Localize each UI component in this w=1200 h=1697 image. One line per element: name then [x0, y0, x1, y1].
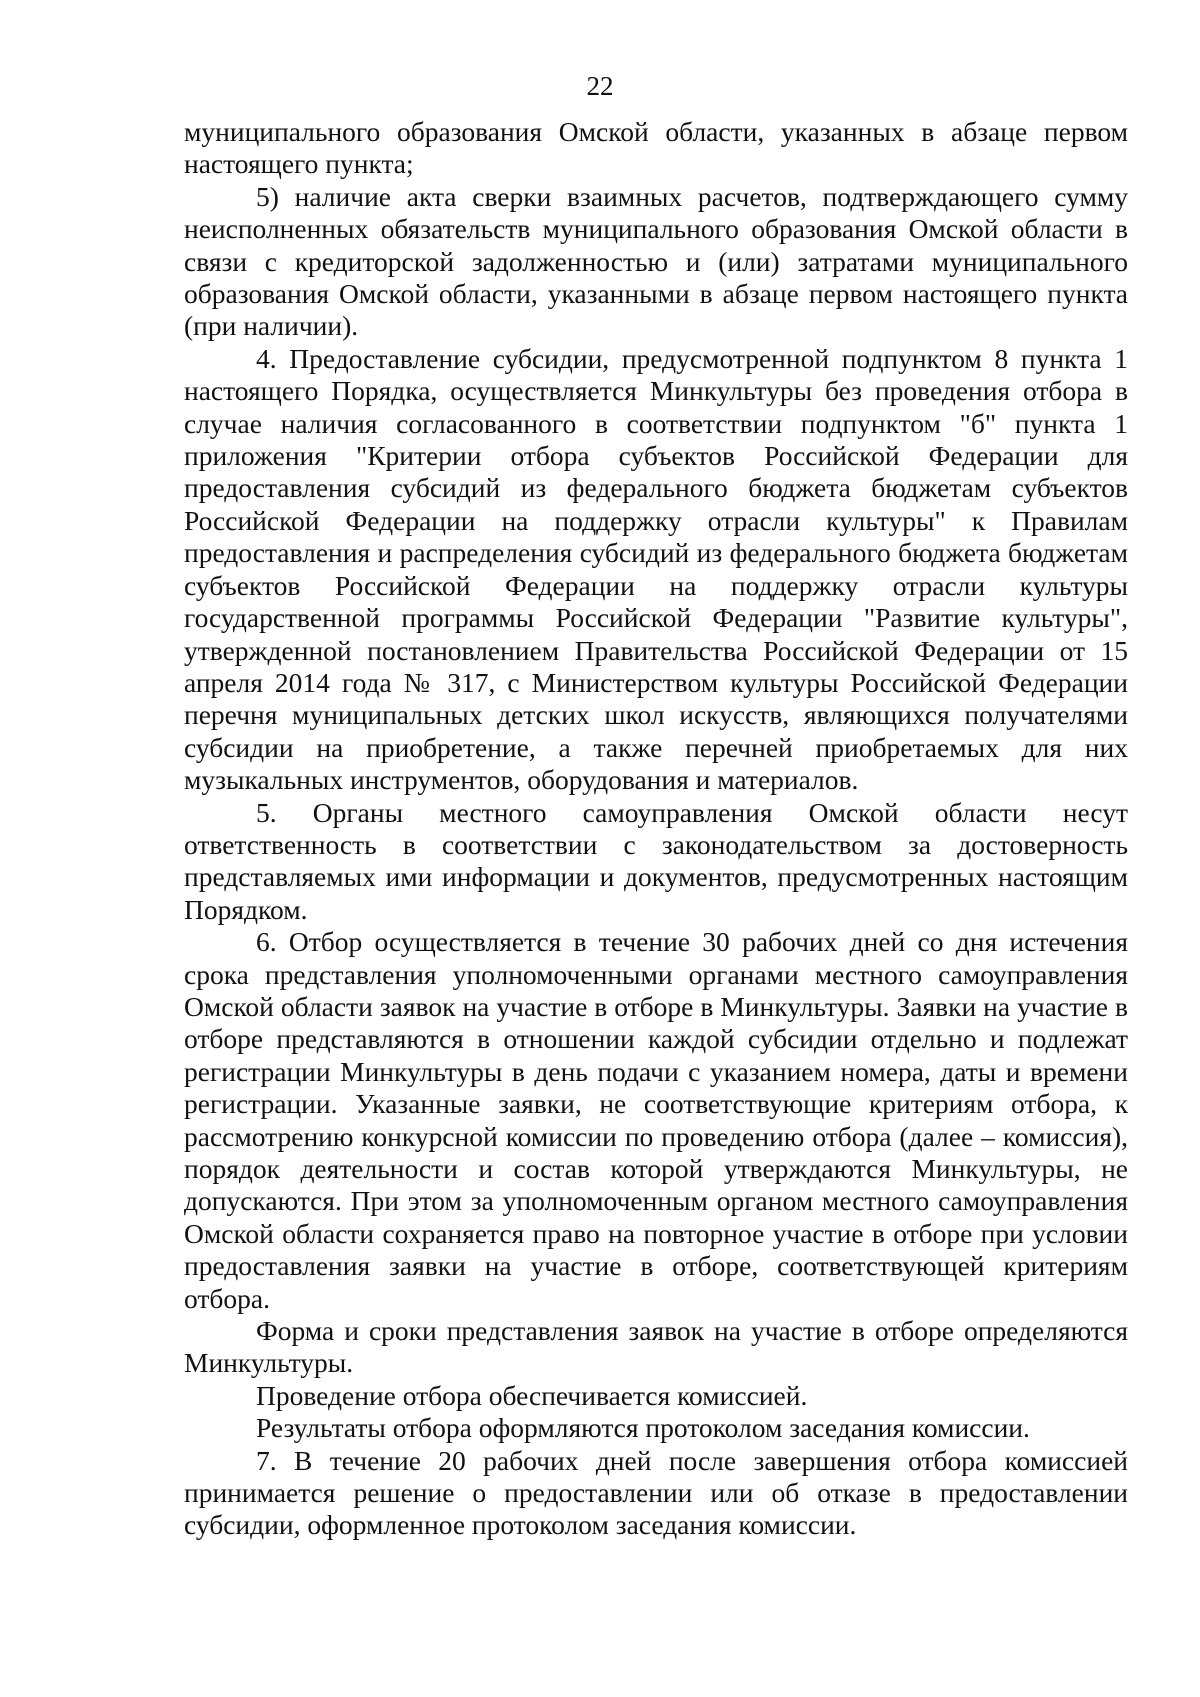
paragraph-clause-5: 5. Органы местного самоуправления Омской области несут ответственность в соответствии с законодательством за достоверность представляемых ими информации и документов, предусмотренных настоящим Порядком. — [184, 796, 1128, 925]
paragraph-clause-4: 4. Предоставление субсидии, предусмотренной подпунктом 8 пункта 1 настоящего Порядка, осуществляется Минкультуры без проведения отбора в случае наличия согласованного в соответствии подпунктом "б" пункта 1 приложения "Критерии отбора субъектов Российской Федерации для предоставления субсидий из федерального бюджета бюджетам субъектов Российской Федерации на поддержку отрасли культуры" к Правилам предоставления и распределения субсидий из федерального бюджета бюджетам субъектов Российской Федерации на поддержку отрасли культуры государственной программы Российской Федерации "Развитие культуры", утвержденной постановлением Правительства Российской Федерации от 15 апреля 2014 года № 317, с Министерством культуры Российской Федерации перечня муниципальных детских школ искусств, являющихся получателями субсидии на приобретение, а также перечней приобретаемых для них музыкальных инструментов, оборудования и материалов. — [184, 342, 1128, 796]
paragraph-application-form: Форма и сроки представления заявок на участие в отборе определяются Минкультуры. — [184, 1315, 1128, 1379]
paragraph-selection-results: Результаты отбора оформляются протоколом заседания комиссии. — [256, 1412, 1030, 1444]
paragraph-clause-7: 7. В течение 20 рабочих дней после завершения отбора комиссией принимается решение о предоставлении или об отказе в предоставлении субсидии, оформленное протоколом заседания комиссии. — [184, 1444, 1128, 1541]
document-body — [184, 116, 1128, 1542]
paragraph-selection-commission: Проведение отбора обеспечивается комиссией. — [256, 1379, 808, 1411]
page-number: 22 — [586, 71, 614, 101]
paragraph-clause-6: 6. Отбор осуществляется в течение 30 рабочих дней со дня истечения срока представления уполномоченными органами местного самоуправления Омской области заявок на участие в отборе в Минкультуры. Заявки на участие в отборе представляются в отношении каждой субсидии отдельно и подлежат регистрации Минкультуры в день подачи с указанием номера, даты и времени регистрации. Указанные заявки, не соответствующие критериям отбора, к рассмотрению конкурсной комиссии по проведению отбора (далее – комиссия), порядок деятельности и состав которой утверждаются Минкультуры, не допускаются. При этом за уполномоченным органом местного самоуправления Омской области сохраняется право на повторное участие в отборе при условии предоставления заявки на участие в отборе, соответствующей критериям отбора. — [184, 926, 1128, 1314]
paragraph-item-5-reconciliation-act: 5) наличие акта сверки взаимных расчетов, подтверждающего сумму неисполненных обязательств муниципального образования Омской области в связи с кредиторской задолженностью и (или) затратами муниципального образования Омской области, указанными в абзаце первом настоящего пункта (при наличии). — [184, 180, 1128, 342]
paragraph-continuation: муниципального образования Омской области, указанных в абзаце первом настоящего пункта; — [184, 116, 1128, 180]
